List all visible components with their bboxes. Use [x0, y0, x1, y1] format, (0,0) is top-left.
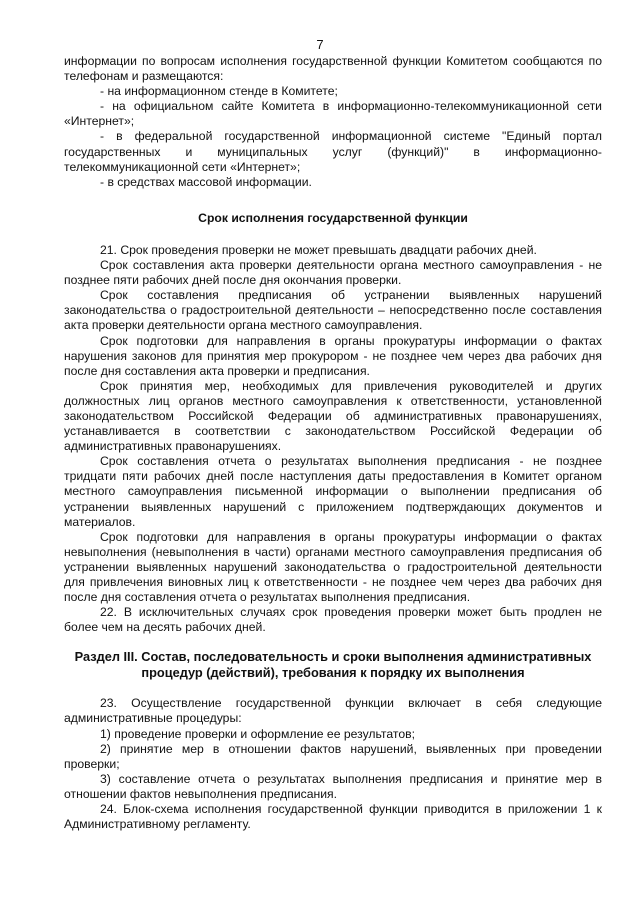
procedure-list-item: 1) проведение проверки и оформление ее результатов; — [100, 726, 415, 741]
paragraph-22: 22. В исключительных случаях срок проведения проверки может быть продлен не более чем на десять рабочих дней. — [64, 605, 602, 635]
intro-list-item: - в федеральной государственной информационной системе "Единый портал государственных и муниципальных услуг (функций)" в информационно-телекоммуникационной сети «Интернет»; — [64, 129, 602, 174]
paragraph-24: 24. Блок-схема исполнения государственной функции приводится в приложении 1 к Административному регламенту. — [64, 802, 602, 832]
paragraph-order-deadline: Срок составления предписания об устранении выявленных нарушений законодательства о градостроительной деятельности – непосредственно после составления акта проверки деятельности органа местного самоуправления. — [64, 288, 602, 333]
paragraph-nonfulfillment-deadline: Срок подготовки для направления в органы прокуратуры информации о фактах невыполнения (невыполнения в части) органами местного самоуправления предписания об устранении выявленных нарушений законодательства о градостроительной деятельности для привлечения виновных лиц к ответственности - не позднее чем через два рабочих дня после дня составления отчета о результатах выполнения предписания. — [64, 529, 602, 605]
section-heading-deadlines: Срок исполнения государственной функции — [198, 210, 468, 225]
paragraph-report-deadline: Срок составления отчета о результатах выполнения предписания - не позднее тридцати пяти рабочих дней после наступления даты предоставления в Комитет органом местного самоуправления письменной информации о выполнении предписания об устранении выявленных нарушений с приложением подтверждающих документов и материалов. — [64, 454, 602, 529]
intro-paragraph: информации по вопросам исполнения государственной функции Комитетом сообщаются по телефонам и размещаются: — [64, 54, 602, 84]
intro-list-item: - на официальном сайте Комитета в информационно-телекоммуникационной сети «Интернет»; — [64, 99, 602, 129]
procedure-list-item: 2) принятие мер в отношении фактов нарушений, выявленных при проведении проверки; — [64, 741, 602, 771]
paragraph-act-deadline: Срок составления акта проверки деятельности органа местного самоуправления - не позднее пяти рабочих дней после дня окончания проверки. — [64, 258, 602, 288]
page-number: 7 — [316, 37, 324, 52]
intro-list-item: - в средствах массовой информации. — [100, 174, 312, 189]
section-heading-three: Раздел III. Состав, последовательность и сроки выполнения административных процедур (действий), требования к порядку их выполнения — [74, 649, 592, 681]
paragraph-prosecutor-deadline: Срок подготовки для направления в органы прокуратуры информации о фактах нарушения законов для принятия мер прокурором - не позднее чем через два рабочих дня после дня составления акта проверки и предписания. — [64, 333, 602, 378]
intro-list-item: - на информационном стенде в Комитете; — [100, 84, 338, 99]
paragraph-23: 23. Осуществление государственной функции включает в себя следующие административные процедуры: — [64, 696, 602, 726]
page-content — [64, 54, 602, 832]
paragraph-measures-deadline: Срок принятия мер, необходимых для привлечения руководителей и других должностных лиц органов местного самоуправления к ответственности, установленной законодательством Российской Федерации об административных правонарушениях, устанавливается в соответствии с законодательством Российской Федерации об административных правонарушениях. — [64, 378, 602, 454]
procedure-list-item: 3) составление отчета о результатах выполнения предписания и принятие мер в отношении фактов невыполнения предписания. — [64, 771, 602, 801]
paragraph-21: 21. Срок проведения проверки не может превышать двадцати рабочих дней. — [100, 242, 537, 257]
